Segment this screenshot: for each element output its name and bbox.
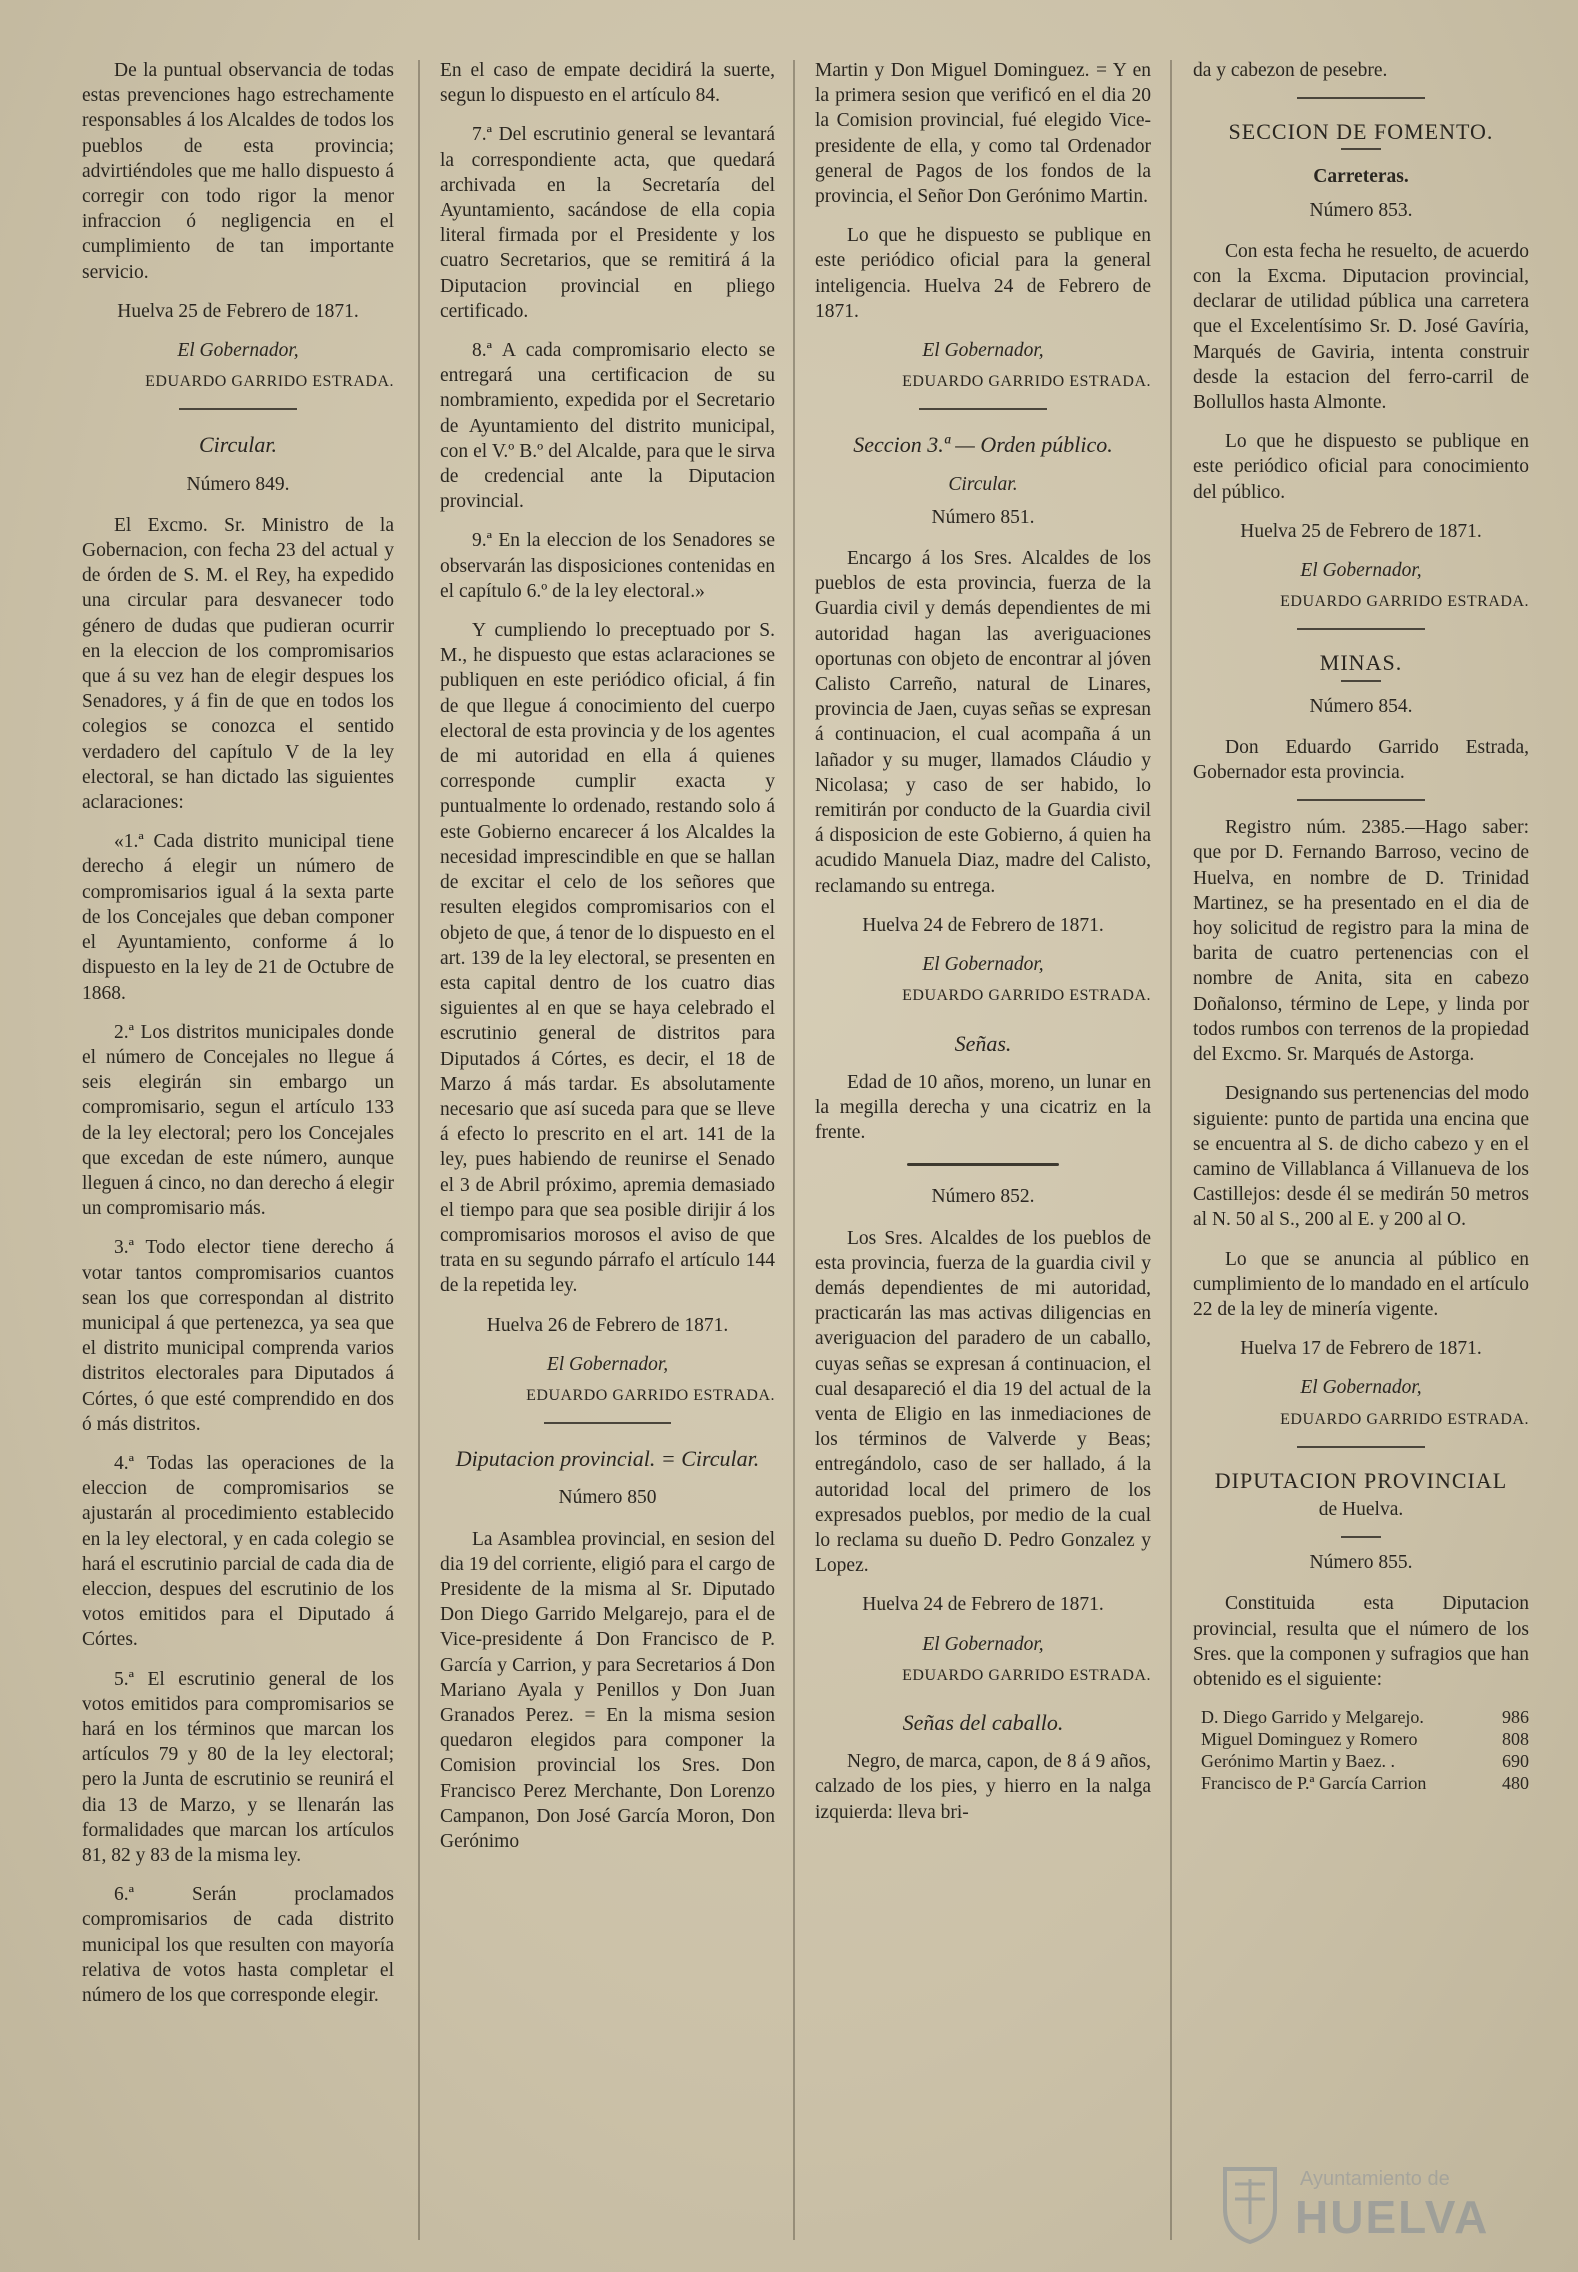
column-1 — [82, 58, 394, 2258]
section-rule — [907, 1163, 1058, 1166]
article-item: 7.ª Del escrutinio general se levantará la correspondiente acta, que quedará archivada en la Secretaría del Ayuntamiento, sacándose de ella copia literal firmada por el Presidente y los cuatro Secretarios, que se remitirá á la Diputacion provincial en pliego certificado. — [440, 124, 775, 322]
column-divider — [1170, 60, 1172, 2240]
number-851: Número 851. — [931, 506, 1035, 528]
carreteras-heading: Carreteras. — [1313, 166, 1409, 188]
article-item: 3.ª Todo elector tiene derecho á votar tantos compromisarios cuantos sean los que correspondan al distrito municipal á que pertenezca, ya sea que el distrito municipal comprenda varios distritos electorales para Diputados á Córtes, ó que esté comprendido en dos ó más distritos. — [82, 1237, 394, 1435]
signature-title: El Gobernador, — [1300, 1377, 1422, 1399]
number-855: Número 855. — [1309, 1552, 1413, 1574]
senas-body: Edad de 10 años, moreno, un lunar en la megilla derecha y una cicatriz en la frente. — [815, 1071, 1151, 1144]
signature-name: EDUARDO GARRIDO ESTRADA. — [1280, 593, 1529, 611]
watermark-line1: Ayuntamiento de — [1300, 2168, 1450, 2190]
intro-paragraph: De la puntual observancia de todas estas prevenciones hago estrechamente responsables á los Alcaldes de todos los pueblos de esta provincia; advirtiéndoles que me hallo dispuesto á corregir con todo rigor la menor infraccion ó negligencia en el cumplimiento de tan importante servicio. — [82, 60, 394, 283]
vote-row — [1193, 1706, 1529, 1728]
caballo-body: Negro, de marca, capon, de 8 á 9 años, calzado de los pies, y hierro en la nalga izquierda: lleva bri- — [815, 1751, 1151, 1823]
signature-name: EDUARDO GARRIDO ESTRADA. — [1280, 1410, 1529, 1428]
date-line: Huelva 17 de Febrero de 1871. — [1240, 1338, 1482, 1360]
body-851: Encargo á los Sres. Alcaldes de los pueblos de esta provincia, fuerza de la Guardia civil y demás dependientes de mi autoridad hagan las averiguaciones oportunas con objeto de encontrar al jóven Calisto Carreño, natural de Linares, provincia de Jaen, cuyas señas se expresan á continuacion, el cual acompaña á un lañador y su muger, llamados Cláudio y Nicolasa; y caso de ser habido, lo remitirán por conducto de la Guardia civil á disposicion de este Gobierno, á quien ha acudido Manuela Diaz, madre del Calisto, reclamando su entrega. — [815, 548, 1151, 897]
section-rule — [544, 1422, 671, 1424]
signature-name: EDUARDO GARRIDO ESTRADA. — [526, 1386, 775, 1404]
signature-name: EDUARDO GARRIDO ESTRADA. — [902, 1666, 1151, 1684]
heading-rule — [1341, 1536, 1381, 1538]
vote-name: Francisco de P.ª García Carrion — [1201, 1773, 1427, 1794]
continued-fragment: da y cabezon de pesebre. — [1193, 60, 1388, 81]
heading-rule — [1341, 680, 1381, 682]
article-item: 2.ª Los distritos municipales donde el número de Concejales no llegue á seis elegirán sin embargo un compromisario, segun el artículo 133 de la ley electoral; pero los Concejales que excedan de este número, aunque lleguen á cinco, no dan derecho á elegir un compromisario más. — [82, 1021, 394, 1220]
intro-854: Don Eduardo Garrido Estrada, Gobernador esta provincia. — [1193, 736, 1529, 784]
article-item: 9.ª En la eleccion de los Senadores se observarán las disposiciones contenidas en el capítulo 6.º de la ley electoral.» — [440, 530, 775, 602]
signature-title: El Gobernador, — [922, 340, 1044, 362]
signature-title: El Gobernador, — [922, 954, 1044, 976]
body-855: Constituida esta Diputacion provincial, resulta que el número de los Sres. que la componen y sufragios que han obtenido es el siguiente: — [1193, 1593, 1529, 1690]
circular-number: Número 849. — [186, 473, 290, 495]
section-rule — [919, 408, 1047, 410]
section-rule — [179, 408, 298, 410]
date-line: Huelva 24 de Febrero de 1871. — [862, 914, 1104, 936]
signature-title: El Gobernador, — [922, 1633, 1044, 1655]
column-4 — [1193, 58, 1529, 2258]
body-853: Con esta fecha he resuelto, de acuerdo con la Excma. Diputacion provincial, declarar de utilidad pública una carretera que el Excelentísimo Sr. D. José Gavíria, Marqués de Gaviria, intenta construir desde la estacion del ferro-carril de Bollullos hasta Almonte. — [1193, 240, 1529, 414]
body-854b: Designando sus pertenencias del modo siguiente: punto de partida una encina que se encuentra al S. de dicho cabezo y en el camino de Villablanca á Villanueva de los Castillejos: desde él se medirán 50 metros al N. 50 al S., 200 al E. y 200 al O. — [1193, 1083, 1529, 1231]
signature-name: EDUARDO GARRIDO ESTRADA. — [902, 373, 1151, 391]
heading-rule — [1341, 148, 1381, 150]
vote-name: D. Diego Garrido y Melgarejo. — [1201, 1707, 1424, 1728]
closing-paragraph: Y cumpliendo lo preceptuado por S. M., he dispuesto que estas aclaraciones se publiquen en este periódico oficial, á fin de que llegue á conocimiento del cuerpo electoral de esta provincia y de los agentes de mi autoridad en ella á quienes corresponde cumplir exacta y puntualmente lo ordenado, restando solo á este Gobierno encarecer á los Alcaldes la necesidad imprescindible en que se hallan de excitar el celo de los señores que resulten elegidos compromisarios con el objeto de que, á tenor de lo dispuesto en el art. 139 de la ley electoral, se presenten en esta capital dentro de los cuatro dias siguientes al en que se haya celebrado el escrutinio general de distritos para Diputados á Córtes, es decir, el 18 de Marzo á más tardar. Es absolutamente necesario que así suceda para que se lleve á efecto lo prescrito en el art. 141 de la ley, pues habiendo de reunirse el Senado el 3 de Abril próximo, apremia demasiado el tiempo para que sea posible dirijir á los compromisarios morosos el aviso de que trata en su segundo párrafo el artículo 144 de la repetida ley. — [440, 620, 775, 1297]
article-item: 8.ª A cada compromisario electo se entregará una certificacion de su nombramiento, expedida por el Secretario de Ayuntamiento del distrito municipal, con el V.º B.º del Alcalde, para que le sirva de credencial ante la Diputacion provincial. — [440, 340, 775, 513]
diputacion-subheading: de Huelva. — [1318, 1498, 1404, 1520]
vote-count: 986 — [1502, 1707, 1529, 1728]
circular-heading: Circular. — [198, 432, 278, 458]
publish-853: Lo que he dispuesto se publique en este periódico oficial para conocimiento del público. — [1193, 431, 1529, 503]
article-item: 4.ª Todas las operaciones de la eleccion de compromisarios se ajustarán al procedimiento establecido en la ley electoral, y en cada colegio se hará el escrutinio parcial de cada dia de eleccion, despues del escrutinio de los votos emitidos para el Diputado á Córtes. — [82, 1452, 394, 1651]
coat-of-arms-icon — [1220, 2164, 1280, 2244]
column-3 — [815, 58, 1151, 2258]
date-line: Huelva 25 de Febrero de 1871. — [1240, 520, 1482, 542]
circular-label: Circular. — [948, 473, 1018, 495]
diputacion-body: La Asamblea provincial, en sesion del dia 19 del corriente, eligió para el cargo de Presidente de la misma al Sr. Diputado Don Diego Garrido Melgarejo, para el de Vice-presidente á Don Francisco de P. García y Carrion, y para Secretarios á Don Mariano Ayala y Penillos y Don Juan Granados Perez. = En la misma sesion quedaron elegidos para componer la Comision provincial los Sres. Don Francisco Perez Merchante, Don Lorenzo Campanon, Don José García Moron, Don Gerónimo — [440, 1528, 775, 1852]
body-852: Los Sres. Alcaldes de los pueblos de esta provincia, fuerza de la guardia civil y demás dependientes de mi autoridad, practicarán las mas activas diligencias en averiguacion del paradero de un caballo, cuyas señas se expresan á continuacion, el cual desapareció el dia 19 del actual de la venta de Eligio en las inmediaciones de los términos de Valverde y Beas; entregándolo, caso de ser hallado, á la autoridad local del primero de los expresados pueblos, por medio de la cual lo reclama su dueño D. Pedro Gonzalez y Lopez. — [815, 1227, 1151, 1577]
section-rule — [1297, 628, 1425, 630]
continued-fragment: Martin y Don Miguel Dominguez. = Y en la primera sesion que verificó en el dia 20 la Comision provincial, fué elegido Vice-presidente de ella, y como tal Ordenador general de Pagos de los fondos de la provincia, el Señor Don Gerónimo Martin. — [815, 60, 1151, 208]
section-rule — [1297, 1446, 1425, 1448]
number-854: Número 854. — [1309, 695, 1413, 717]
date-line: Huelva 24 de Febrero de 1871. — [862, 1594, 1104, 1616]
number-853: Número 853. — [1309, 199, 1413, 221]
column-divider — [418, 60, 420, 2240]
watermark-line2: HUELVA — [1295, 2191, 1490, 2243]
continued-fragment: En el caso de empate decidirá la suerte, segun lo dispuesto en el artículo 84. — [440, 60, 775, 107]
diputacion-heading: DIPUTACION PROVINCIAL — [1214, 1467, 1508, 1493]
date-line: Huelva 25 de Febrero de 1871. — [117, 300, 359, 322]
body-854: Registro núm. 2385.—Hago saber: que por D. Fernando Barroso, vecino de Huelva, en nombre de D. Trinidad Martinez, se ha presentado en el dia de hoy solicitud de registro para la mina de barita de cuatro pertenencias con el nombre de Anita, sita en cabezo Doñalonso, término de Lepe, y linda por todos rumbos con terrenos de la propiedad del Excmo. Sr. Marqués de Astorga. — [1193, 817, 1529, 1066]
vote-count: 690 — [1502, 1751, 1529, 1772]
vote-list — [1193, 1706, 1529, 1794]
section-rule — [1297, 97, 1425, 99]
date-line: Huelva 26 de Febrero de 1871. — [486, 1314, 729, 1336]
archive-watermark — [1190, 2160, 1550, 2250]
vote-row — [1193, 1772, 1529, 1794]
article-item: 6.ª Serán proclamados compromisarios de cada distrito municipal los que resulten con mayoría relativa de votos hasta completar el número de los que corresponde elegir. — [82, 1884, 394, 2007]
vote-count: 480 — [1502, 1773, 1529, 1794]
signature-name: EDUARDO GARRIDO ESTRADA. — [145, 373, 394, 391]
circular-body: El Excmo. Sr. Ministro de la Gobernacion, con fecha 23 del actual y de órden de S. M. el Rey, ha expedido una circular para desvanecer todo género de dudas que pudieran ocurrir en la eleccion de los compromisarios que á su vez han de elegir despues los Senadores, y á fin de que en todos los colegios se conozca el sentido verdadero del capítulo V de la ley electoral, se han dictado las siguientes aclaraciones: — [82, 514, 394, 814]
signature-title: El Gobernador, — [546, 1353, 669, 1375]
publish-paragraph: Lo que he dispuesto se publique en este periódico oficial para la general inteligencia. Huelva 24 de Febrero de 1871. — [815, 225, 1151, 322]
signature-name: EDUARDO GARRIDO ESTRADA. — [902, 987, 1151, 1005]
column-2 — [440, 58, 775, 2258]
minas-heading: MINAS. — [1319, 650, 1403, 676]
vote-name: Gerónimo Martin y Baez. . — [1201, 1751, 1395, 1772]
vote-count: 808 — [1502, 1729, 1529, 1750]
section-rule — [1297, 799, 1425, 801]
article-item: «1.ª Cada distrito municipal tiene derecho á elegir un número de compromisarios igual á la sexta parte de los Concejales que deban componer el Ayuntamiento, conforme á lo dispuesto en la ley de 21 de Octubre de 1868. — [82, 831, 394, 1004]
article-item: 5.ª El escrutinio general de los votos emitidos para compromisarios se hará en los términos que marcan los artículos 79 y 80 de la ley electoral; pero la Junta de escrutinio se reunirá el dia 13 de Marzo, y se llenarán las formalidades que marcan los artículos 81, 82 y 83 de la misma ley. — [82, 1668, 394, 1866]
signature-title: El Gobernador, — [1300, 560, 1422, 582]
caballo-heading: Señas del caballo. — [902, 1709, 1064, 1735]
section-heading: Seccion 3.ª — Orden público. — [853, 432, 1113, 458]
vote-name: Miguel Dominguez y Romero — [1201, 1729, 1418, 1750]
column-divider — [793, 60, 795, 2240]
signature-title: El Gobernador, — [177, 340, 299, 362]
diputacion-heading: Diputacion provincial. = Circular. — [455, 1446, 760, 1472]
number-852: Número 852. — [931, 1186, 1035, 1208]
senas-heading: Señas. — [954, 1030, 1012, 1056]
vote-row — [1193, 1750, 1529, 1772]
fomento-heading: SECCION DE FOMENTO. — [1228, 119, 1494, 145]
body-854c: Lo que se anuncia al público en cumplimiento de lo mandado en el artículo 22 de la ley de minería vigente. — [1193, 1248, 1529, 1320]
diputacion-number: Número 850 — [558, 1487, 657, 1509]
vote-row — [1193, 1728, 1529, 1750]
